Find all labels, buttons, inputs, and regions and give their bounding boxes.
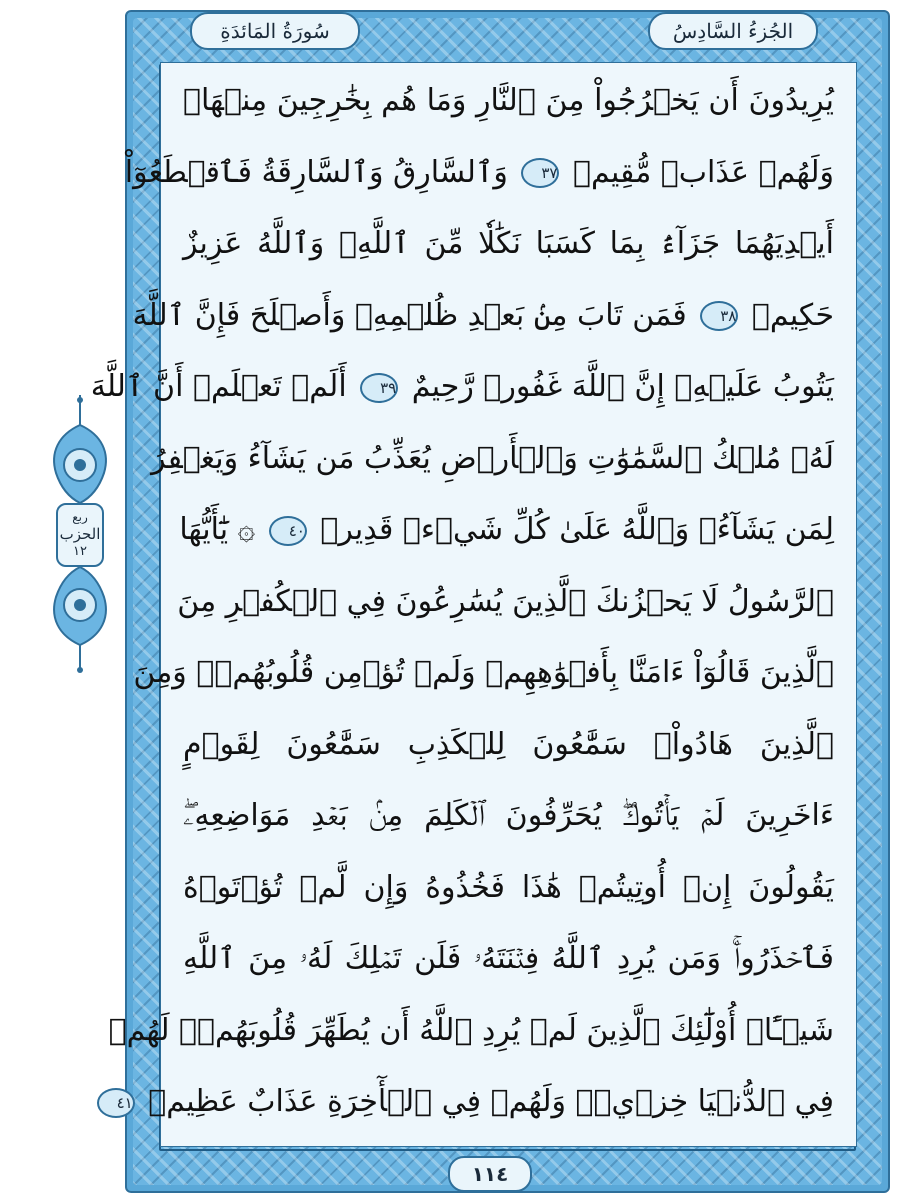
quran-text-panel [90, 62, 857, 1147]
text-line [183, 214, 834, 274]
text-line [151, 429, 834, 489]
verse-text: ءَاخَرِينَ لَمۡ يَأۡتُوكَۖ يُحَرِّفُونَ ٱلۡكَلِمَ مِنۢ بَعۡدِ مَوَاضِعِهِۦۖ [183, 798, 834, 833]
verse-text: ٱلَّذِينَ هَادُواْۛ سَمَّٰعُونَ لِلۡكَذِبِ سَمَّٰعُونَ لِقَوۡمٍ [183, 726, 834, 762]
verse-text: أَيۡدِيَهُمَا جَزَآءَۢ بِمَا كَسَبَا نَكَٰلٗا مِّنَ ٱللَّهِۗ وَٱللَّهُ عَزِيزٌ [183, 226, 834, 261]
surah-name-header: سُورَةُ المَائدَةِ [190, 12, 360, 50]
verse-text: وَٱلسَّارِقُ وَٱلسَّارِقَةُ فَٱقۡطَعُوٓاْ [124, 154, 508, 190]
verse-text: حَكِيمٞ [751, 297, 834, 333]
ayah-number-marker: ٤١ [97, 1088, 135, 1118]
text-line [133, 643, 834, 703]
hizb-marker [40, 395, 120, 675]
hizb-number-label: ١٢ [73, 544, 87, 559]
verse-text: ۞ يَٰٓأَيُّهَا [179, 512, 256, 547]
ayah-number-marker: ٣٧ [521, 158, 559, 188]
text-line [183, 715, 834, 775]
page-number: ١١٤ [448, 1156, 532, 1192]
hizb-label [56, 503, 104, 567]
verse-text: يَقُولُونَ إِنۡ أُوتِيتُمۡ هَٰذَا فَخُذُوهُ وَإِن لَّمۡ تُؤۡتَوۡهُ [183, 869, 834, 905]
text-line [90, 357, 834, 417]
text-line [183, 71, 834, 131]
text-line [179, 500, 834, 560]
verse-text: أَلَمۡ تَعۡلَمۡ أَنَّ ٱللَّهَ [90, 369, 347, 404]
text-line [132, 286, 834, 346]
verse-text: يُرِيدُونَ أَن يَخۡرُجُواْ مِنَ ٱلنَّارِ وَمَا هُم بِخَٰرِجِينَ مِنۡهَاۖ [183, 83, 834, 118]
text-line [177, 572, 834, 632]
verse-text: فَمَن تَابَ مِنۢ بَعۡدِ ظُلۡمِهِۦ وَأَصۡلَحَ فَإِنَّ ٱللَّهَ [132, 297, 687, 333]
verse-text: ٱلرَّسُولُ لَا يَحۡزُنكَ ٱلَّذِينَ يُسَٰرِعُونَ فِي ٱلۡكُفۡرِ مِنَ [177, 583, 834, 619]
ayah-number-marker: ٤٠ [269, 516, 307, 546]
verse-text: شَيۡـًٔاۚ أُوْلَٰٓئِكَ ٱلَّذِينَ لَمۡ يُرِدِ ٱللَّهُ أَن يُطَهِّرَ قُلُوبَهُمۡۚ لَهُمۡ [108, 1012, 834, 1048]
verse-text: فَٱحۡذَرُواْۚ وَمَن يُرِدِ ٱللَّهُ فِتۡنَتَهُۥ فَلَن تَمۡلِكَ لَهُۥ مِنَ ٱللَّهِ [183, 941, 834, 976]
text-line [108, 1001, 834, 1061]
ayah-number-marker: ٣٨ [700, 301, 738, 331]
text-line [183, 858, 834, 918]
text-line [183, 929, 834, 989]
juz-name-header: الجُزءُ السَّادِسُ [648, 12, 818, 50]
text-line [116, 1072, 834, 1132]
hizb-quarter-label: ربع [72, 510, 88, 524]
verse-text: فِي ٱلدُّنۡيَا خِزۡيٞۖ وَلَهُمۡ فِي ٱلۡأٓخِرَةِ عَذَابٌ عَظِيمٞ [148, 1084, 834, 1119]
verse-text: ٱلَّذِينَ قَالُوٓاْ ءَامَنَّا بِأَفۡوَٰهِهِمۡ وَلَمۡ تُؤۡمِن قُلُوبُهُمۡۛ وَمِنَ [133, 655, 834, 690]
verse-text: لَهُۥ مُلۡكُ ٱلسَّمَٰوَٰتِ وَٱلۡأَرۡضِ يُعَذِّبُ مَن يَشَآءُ وَيَغۡفِرُ [151, 440, 834, 476]
ayah-number-marker: ٣٩ [360, 373, 398, 403]
text-line [183, 786, 834, 846]
verse-text: يَتُوبُ عَلَيۡهِۚ إِنَّ ٱللَّهَ غَفُورٞ رَّحِيمٌ [411, 369, 834, 404]
verse-text: وَلَهُمۡ عَذَابٞ مُّقِيمٞ [573, 154, 834, 190]
text-line [124, 143, 834, 203]
hizb-word-label: الحزب [59, 525, 101, 543]
verse-text: لِمَن يَشَآءُۗ وَٱللَّهُ عَلَىٰ كُلِّ شَيۡءٖ قَدِيرٞ [320, 512, 834, 547]
